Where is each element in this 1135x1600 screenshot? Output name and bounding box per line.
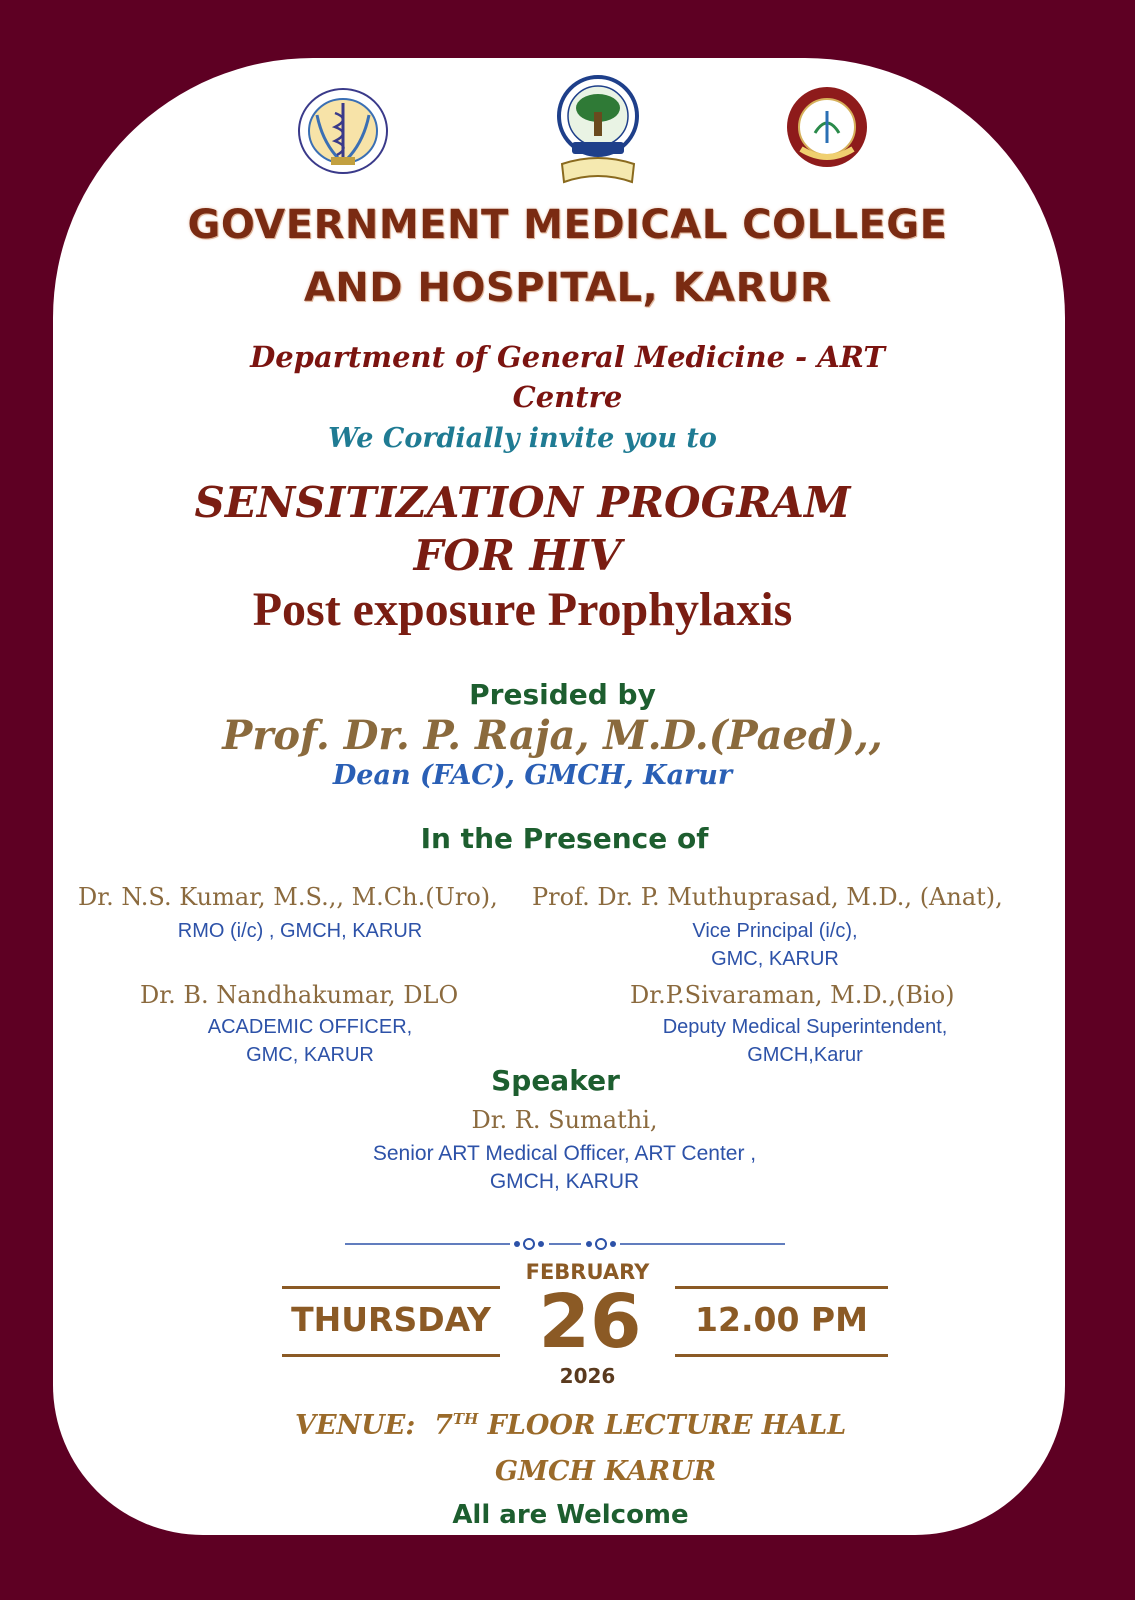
department-line1: Department of General Medicine - ART: [250, 340, 885, 374]
venue-floor-number: 7: [434, 1410, 453, 1441]
department-line2: Centre: [512, 380, 623, 414]
presider-name: Prof. Dr. P. Raja, M.D.(Paed),,: [222, 712, 883, 759]
event-year: 2026: [559, 1364, 616, 1388]
college-name-line2: AND HOSPITAL, KARUR: [303, 265, 832, 311]
college-name-line1: GOVERNMENT MEDICAL COLLEGE: [187, 202, 948, 248]
presence-person-4-role: Deputy Medical Superintendent, GMCH,Karur: [662, 1016, 948, 1066]
date-rule-right-bottom: [675, 1354, 888, 1357]
program-title-line1: SENSITIZATION PROGRAM: [194, 478, 851, 527]
speaker-heading: Speaker: [491, 1064, 620, 1097]
event-time: 12.00 PM: [695, 1300, 868, 1339]
presence-person-3-role: ACADEMIC OFFICER, GMC, KARUR: [207, 1016, 413, 1066]
ornamental-divider-icon: [345, 1236, 785, 1252]
venue-location-line1: FLOOR LECTURE HALL: [487, 1410, 847, 1441]
presided-heading: Presided by: [469, 678, 656, 711]
speaker-name: Dr. R. Sumathi,: [471, 1106, 658, 1134]
banyan-tree-emblem-icon: [556, 72, 640, 187]
event-day: 26: [538, 1279, 642, 1365]
event-day-of-week: THURSDAY: [291, 1300, 491, 1339]
presence-person-2-name: Prof. Dr. P. Muthuprasad, M.D., (Anat),: [532, 883, 1003, 911]
date-rule-left-bottom: [282, 1354, 500, 1357]
speaker-role-line2: GMCH, KARUR: [489, 1170, 640, 1193]
date-rule-right-top: [675, 1286, 888, 1289]
venue-line1: [295, 1410, 846, 1441]
date-rule-left-top: [282, 1286, 500, 1289]
speaker-role-line1: Senior ART Medical Officer, ART Center ,: [372, 1142, 757, 1165]
presence-person-1-name: Dr. N.S. Kumar, M.S.,, M.Ch.(Uro),: [78, 883, 498, 911]
program-title-line2: FOR HIV: [413, 531, 622, 580]
venue-location-line2: GMCH KARUR: [495, 1456, 717, 1487]
venue-label: VENUE:: [295, 1410, 416, 1441]
presence-person-4-name: Dr.P.Sivaraman, M.D.,(Bio): [630, 981, 955, 1009]
red-seal-emblem-icon: [785, 85, 869, 169]
presider-role: Dean (FAC), GMCH, Karur: [332, 760, 733, 791]
presence-person-1-role: RMO (i/c) , GMCH, KARUR: [177, 920, 423, 942]
venue-floor-suffix: TH: [452, 1410, 479, 1428]
program-subtitle: Post exposure Prophylaxis: [252, 583, 793, 636]
invite-text: We Cordially invite you to: [328, 423, 717, 454]
presence-person-3-name: Dr. B. Nandhakumar, DLO: [140, 981, 459, 1009]
caduceus-emblem-icon: [293, 85, 393, 175]
presence-heading: In the Presence of: [420, 822, 709, 855]
closing-text: All are Welcome: [452, 1500, 689, 1530]
event-month: FEBRUARY: [525, 1260, 650, 1284]
presence-person-2-role: Vice Principal (i/c), GMC, KARUR: [692, 920, 858, 970]
